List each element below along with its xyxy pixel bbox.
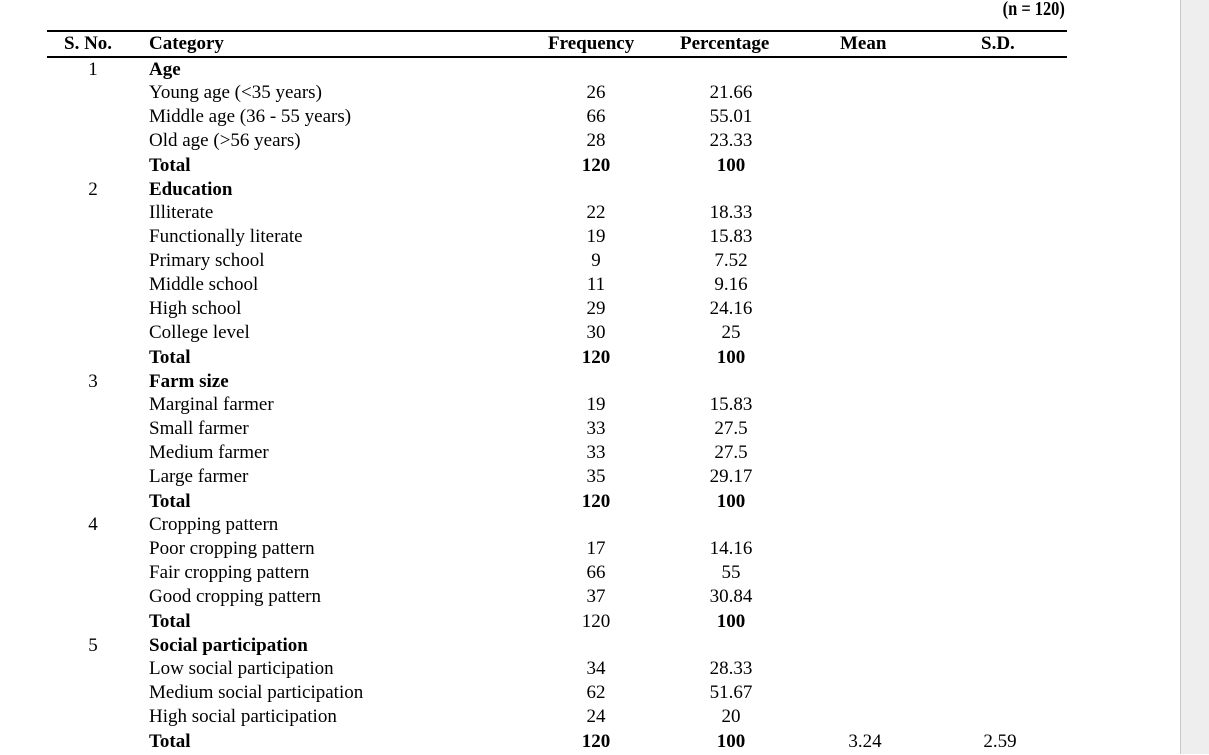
cell-frequency: 37 <box>586 586 606 607</box>
cell-category: Social participation <box>149 635 308 656</box>
header-frequency: Frequency <box>548 33 635 54</box>
table-top-rule <box>47 30 1067 32</box>
cell-percentage: 100 <box>716 155 746 176</box>
table-row <box>0 466 1180 490</box>
cell-frequency: 26 <box>586 82 606 103</box>
cell-sno: 1 <box>88 59 98 80</box>
table-row <box>0 202 1180 226</box>
cell-percentage: 28.33 <box>709 658 753 679</box>
cell-percentage: 15.83 <box>709 226 753 247</box>
cell-sno: 3 <box>88 371 98 392</box>
cell-percentage: 55 <box>721 562 741 583</box>
cell-percentage: 100 <box>716 611 746 632</box>
cell-category: Middle age (36 - 55 years) <box>149 106 352 127</box>
cell-category: Total <box>149 155 191 176</box>
header-percentage: Percentage <box>680 33 770 54</box>
cell-percentage: 30.84 <box>709 586 753 607</box>
cell-category: Total <box>149 611 191 632</box>
table-row <box>0 130 1180 154</box>
cell-frequency: 120 <box>581 731 611 752</box>
cell-frequency: 120 <box>581 155 611 176</box>
cell-percentage: 14.16 <box>709 538 753 559</box>
table-row <box>0 250 1180 274</box>
table-header-rule <box>47 56 1067 58</box>
cell-category: Fair cropping pattern <box>149 562 310 583</box>
cell-mean: 3.24 <box>848 731 882 752</box>
cell-percentage: 100 <box>716 731 746 752</box>
sample-size-note: (n = 120) <box>1002 0 1065 20</box>
cell-sd: 2.59 <box>983 731 1017 752</box>
cell-category: Education <box>149 179 233 200</box>
cell-category: Total <box>149 491 191 512</box>
table-row <box>0 491 1180 515</box>
cell-category: Medium social participation <box>149 682 364 703</box>
table-row <box>0 59 1180 83</box>
cell-percentage: 100 <box>716 491 746 512</box>
cell-category: Marginal farmer <box>149 394 274 415</box>
header-category: Category <box>149 33 224 54</box>
table-row <box>0 514 1180 538</box>
cell-category: Farm size <box>149 371 229 392</box>
cell-frequency: 24 <box>586 706 606 727</box>
table-row <box>0 635 1180 659</box>
cell-percentage: 27.5 <box>714 442 748 463</box>
table-row <box>0 274 1180 298</box>
cell-percentage: 15.83 <box>709 394 753 415</box>
table-row <box>0 731 1180 755</box>
cell-category: Middle school <box>149 274 259 295</box>
cell-percentage: 25 <box>721 322 741 343</box>
cell-category: Illiterate <box>149 202 214 223</box>
cell-frequency: 120 <box>581 491 611 512</box>
cell-percentage: 23.33 <box>709 130 753 151</box>
cell-category: Medium farmer <box>149 442 269 463</box>
cell-category: Old age (>56 years) <box>149 130 301 151</box>
table-row <box>0 82 1180 106</box>
cell-sno: 2 <box>88 179 98 200</box>
cell-frequency: 22 <box>586 202 606 223</box>
table-row <box>0 706 1180 730</box>
table-row <box>0 562 1180 586</box>
vertical-scrollbar[interactable] <box>1180 0 1209 754</box>
table-row <box>0 347 1180 371</box>
cell-percentage: 9.16 <box>714 274 748 295</box>
cell-sno: 5 <box>88 635 98 656</box>
cell-percentage: 24.16 <box>709 298 753 319</box>
table-row <box>0 658 1180 682</box>
table-row <box>0 106 1180 130</box>
cell-frequency: 9 <box>591 250 601 271</box>
cell-frequency: 120 <box>581 347 611 368</box>
table-row <box>0 586 1180 610</box>
cell-frequency: 17 <box>586 538 606 559</box>
cell-category: Age <box>149 59 181 80</box>
cell-category: Low social participation <box>149 658 334 679</box>
cell-frequency: 19 <box>586 226 606 247</box>
cell-category: Total <box>149 731 191 752</box>
table-row <box>0 155 1180 179</box>
header-sno: S. No. <box>64 33 113 54</box>
table-row <box>0 226 1180 250</box>
cell-category: Poor cropping pattern <box>149 538 315 559</box>
table-row <box>0 394 1180 418</box>
cell-percentage: 7.52 <box>714 250 748 271</box>
table-row <box>0 442 1180 466</box>
cell-category: High social participation <box>149 706 337 727</box>
cell-category: High school <box>149 298 242 319</box>
table-row <box>0 371 1180 395</box>
cell-frequency: 66 <box>586 562 606 583</box>
cell-frequency: 35 <box>586 466 606 487</box>
cell-frequency: 120 <box>581 611 611 632</box>
cell-category: Young age (<35 years) <box>149 82 322 103</box>
cell-percentage: 18.33 <box>709 202 753 223</box>
cell-category: Large farmer <box>149 466 249 487</box>
cell-percentage: 29.17 <box>709 466 753 487</box>
cell-sno: 4 <box>88 514 98 535</box>
cell-frequency: 30 <box>586 322 606 343</box>
table-row <box>0 611 1180 635</box>
cell-frequency: 11 <box>586 274 606 295</box>
cell-percentage: 55.01 <box>709 106 753 127</box>
cell-frequency: 34 <box>586 658 606 679</box>
cell-category: Small farmer <box>149 418 249 439</box>
table-row <box>0 322 1180 346</box>
cell-frequency: 33 <box>586 442 606 463</box>
cell-category: College level <box>149 322 250 343</box>
table-row <box>0 298 1180 322</box>
table-row <box>0 538 1180 562</box>
cell-frequency: 33 <box>586 418 606 439</box>
header-sd: S.D. <box>981 33 1015 54</box>
cell-percentage: 51.67 <box>709 682 753 703</box>
cell-frequency: 62 <box>586 682 606 703</box>
table-row <box>0 682 1180 706</box>
cell-percentage: 20 <box>721 706 741 727</box>
cell-frequency: 28 <box>586 130 606 151</box>
cell-frequency: 66 <box>586 106 606 127</box>
cell-frequency: 29 <box>586 298 606 319</box>
cell-category: Functionally literate <box>149 226 303 247</box>
cell-category: Cropping pattern <box>149 514 279 535</box>
cell-frequency: 19 <box>586 394 606 415</box>
table-row <box>0 418 1180 442</box>
cell-percentage: 27.5 <box>714 418 748 439</box>
table-row <box>0 179 1180 203</box>
cell-percentage: 100 <box>716 347 746 368</box>
cell-percentage: 21.66 <box>709 82 753 103</box>
cell-category: Primary school <box>149 250 265 271</box>
cell-category: Good cropping pattern <box>149 586 322 607</box>
header-mean: Mean <box>840 33 887 54</box>
cell-category: Total <box>149 347 191 368</box>
